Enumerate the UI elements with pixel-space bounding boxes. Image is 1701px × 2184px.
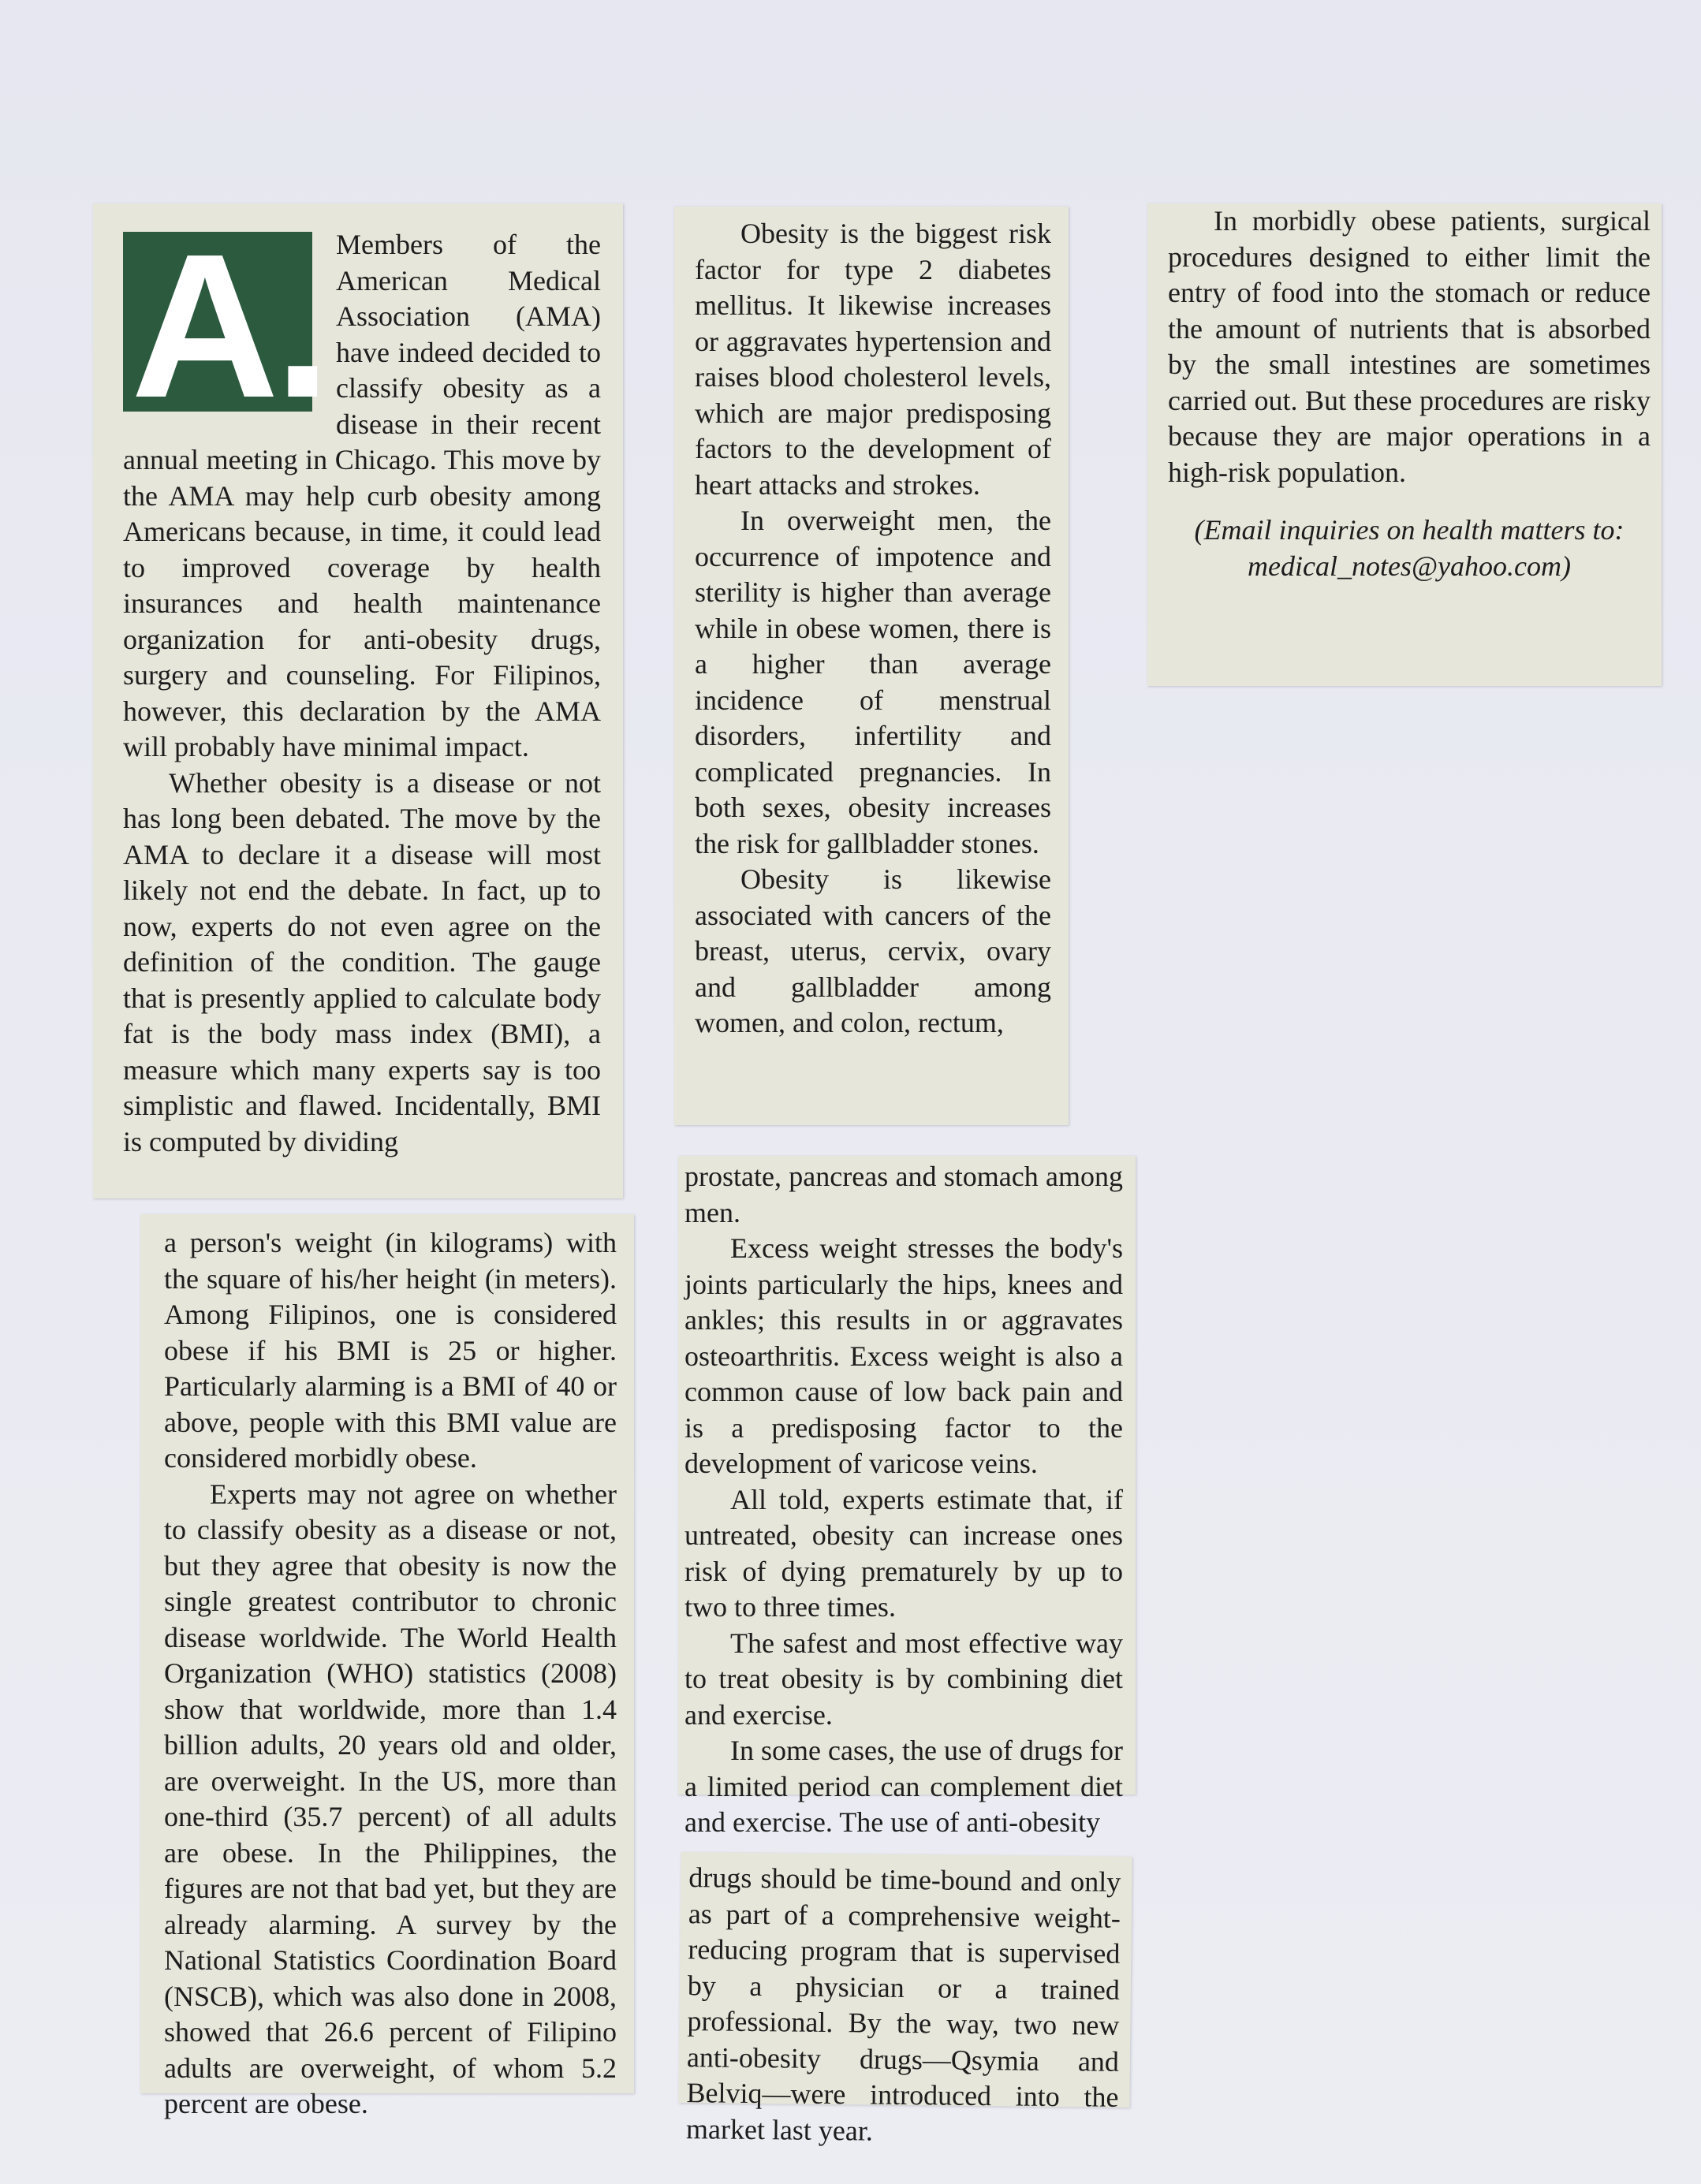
paragraph: All told, experts estimate that, if untreated, obesity can increase ones risk of dying prematurely by up to two to three times. [685,1483,1123,1623]
paragraph: In overweight men, the occurrence of impotence and sterility is higher than average while in obese women, there is a higher than average incidence of menstrual disorders, infertility and complicated pregnancies. In both sexes, obesity increases the risk for gallbladder stones. [695,505,1051,859]
paragraph: Obesity is likewise associated with cancers of the breast, uterus, cervix, ovary and gallbladder among women, and colon, rectum, [695,863,1051,1038]
paragraph: drugs should be time-bound and only as part of a comprehensive weight-reducing program that is supervised by a physician or a trained professional. By the way, two new anti-obesity drugs—Qsymia and Belviq—were introduced into the market last year. [685,1862,1121,2147]
email-inquiry-note: (Email inquiries on health matters to: medical_notes@yahoo.com) [1194,514,1625,582]
lead-text: Members of the American Medical Association (AMA) have indeed decided to classify obesity as a disease in their [336,229,601,440]
article-clipping-col2-top [674,207,1069,1125]
article-clipping-col1-top [93,203,623,1198]
paragraph: In morbidly obese patients, surgical procedures designed to either limit the entry of food into the stomach or reduce the amount of nutrients that is absorbed by the small intestines are sometimes carried out. But these procedures are risky because they are major operations in a high-risk population. [1168,205,1651,488]
article-clipping-col2-middle [678,1156,1136,1838]
article-clipping-col3 [1147,203,1662,686]
drop-cap-text: A. [131,212,326,441]
drop-cap-letter-block [123,212,326,441]
paragraph: a person's weight (in kilograms) with the square of his/her height (in meters). Among Filipinos, one is considered obese if his BMI is 25 or higher. Particularly alarming is a BMI of 40 or above, people with this BMI value are considered morbidly obese. [164,1227,617,1474]
paragraph: prostate, pancreas and stomach among men. [685,1161,1123,1228]
paragraph: Obesity is the biggest risk factor for type 2 diabetes mellitus. It likewise increases or aggravates hypertension and raises blood cholesterol levels, which are major predisposing factors to the development of heart attacks and strokes. [695,218,1051,501]
paragraph: In some cases, the use of drugs for a limited period can complement diet and exercise. The use of anti-obesity [685,1735,1123,1838]
paragraph: Excess weight stresses the body's joints particularly the hips, knees and ankles; this results in or aggravates osteoarthritis. Excess weight is also a common cause of low back pain and is a predisposing factor to the development of varicose veins. [685,1232,1123,1479]
paragraph: The safest and most effective way to treat obesity is by combining diet and exercise. [685,1627,1123,1731]
article-clipping-col1-bottom [140,1214,634,2119]
lead-continuation: recent annual meeting in Chicago. This move by the AMA may help curb obesity among Americans because, in time, it could lead to improved coverage by health insurances and health maintenance organization for anti-obesity drugs, surgery and counseling. For Filipinos, however, this declaration by the AMA will probably have minimal impact. [123,408,602,762]
paragraph: Experts may not agree on whether to classify obesity as a disease or not, but they agree that obesity is now the single greatest contributor to chronic disease worldwide. The World Health Organization (WHO) statistics (2008) show that worldwide, more than 1.4 billion adults, 20 years old and older, are overweight. In the US, more than one-third (35.7 percent) of all adults are obese. In the Philippines, the figures are not that bad yet, but they are already alarming. A survey by the National Statistics Coordination Board (NSCB), which was also done in 2008, showed that 26.6 percent of Filipino adults are overweight, of whom 5.2 percent are obese. [164,1478,617,2119]
paragraph: Whether obesity is a disease or not has long been debated. The move by the AMA to declare it a disease will most likely not end the debate. In fact, up to now, experts do not even agree on the definition of the condition. The gauge that is presently applied to calculate body fat is the body mass index (BMI), a measure which many experts say is too simplistic and flawed. Incidentally, BMI is computed by dividing [123,766,601,1157]
article-clipping-col2-bottom [678,1852,1132,2147]
